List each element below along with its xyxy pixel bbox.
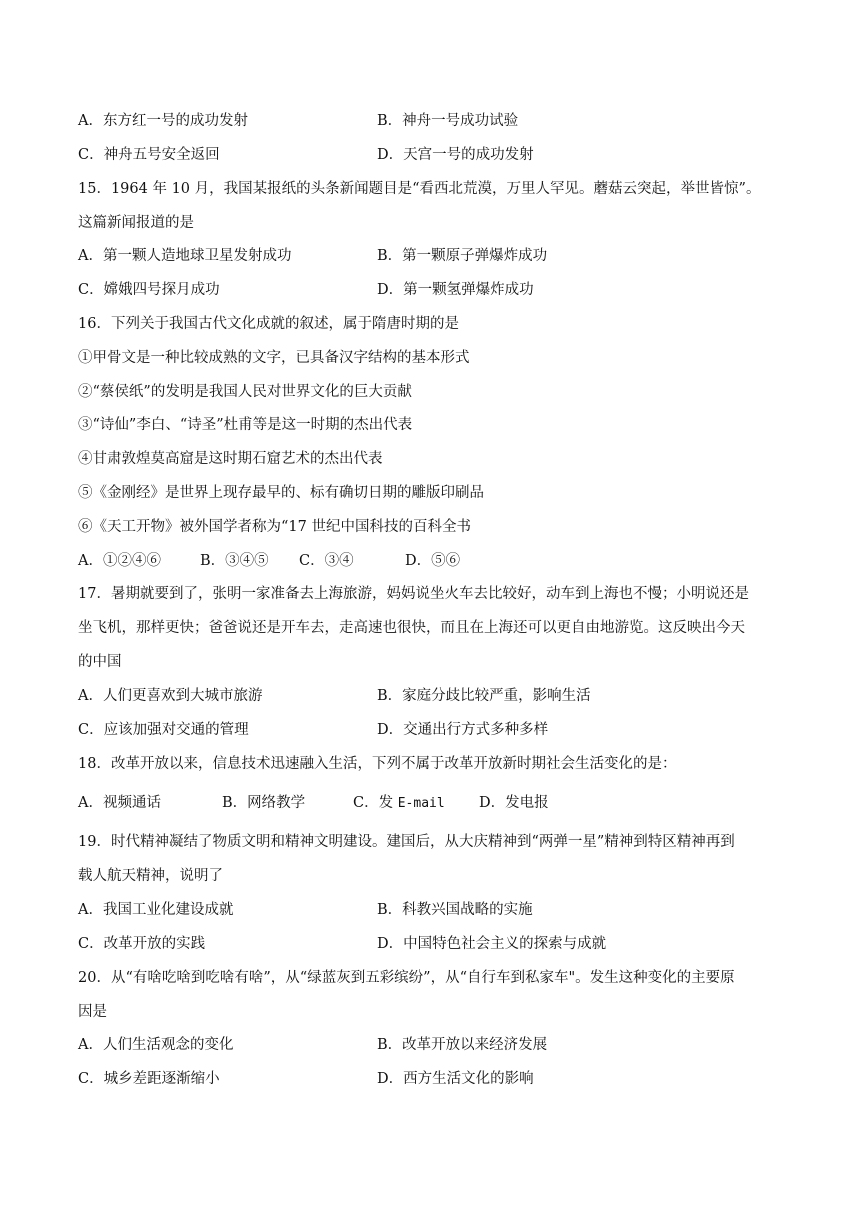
q14-option-d: D．天宫一号的成功发射 [377,147,534,163]
q19-option-c: C．改革开放的实践 [78,936,206,952]
q16-item-6: ⑥《天工开物》被外国学者称为“17 世纪中国科技的百科全书 [78,519,471,535]
q16-option-d: D．⑤⑥ [405,553,461,569]
q17-stem-line1: 17．暑期就要到了，张明一家准备去上海旅游，妈妈说坐火车去比较好，动车到上海也不慢；小明说还是 [78,586,749,602]
q16-item-2: ②“蔡侯纸”的发明是我国人民对世界文化的巨大贡献 [78,384,412,400]
q19-option-b: B．科教兴国战略的实施 [377,902,533,918]
q14-option-a: A．东方红一号的成功发射 [78,113,248,129]
q17-option-b: B．家庭分歧比较严重，影响生活 [377,688,591,704]
q16-item-4: ④甘肃敦煌莫高窟是这时期石窟艺术的杰出代表 [78,451,383,467]
q17-stem-line2: 坐飞机，那样更快；爸爸说还是开车去，走高速也很快，而且在上海还可以更自由地游览。这反映出今天 [78,620,745,636]
q16-option-c: C．③④ [299,553,354,569]
q15-stem-line2: 这篇新闻报道的是 [78,215,194,231]
q15-option-d: D．第一颗氢弹爆炸成功 [377,282,534,298]
q15-option-c: C．嫦娥四号探月成功 [78,282,220,298]
q16-option-a: A．①②④⑥ [78,553,161,569]
q16-item-5: ⑤《金刚经》是世界上现存最早的、标有确切日期的雕版印刷品 [78,485,484,501]
q18-option-c [353,793,445,814]
q15-stem-line1: 15．1964 年 10 月，我国某报纸的头条新闻题目是“看西北荒漠，万里人罕见。蘑菇云突起，举世皆惊”。 [78,181,761,197]
q19-stem-line1: 19．时代精神凝结了物质文明和精神文明建设。建国后，从大庆精神到“两弹一星”精神到特区精神再到 [78,834,735,850]
q19-option-d: D．中国特色社会主义的探索与成就 [377,936,607,952]
q17-option-d: D．交通出行方式多种多样 [377,722,549,738]
q20-option-a: A．人们生活观念的变化 [78,1037,234,1053]
q20-option-d: D．西方生活文化的影响 [377,1071,534,1087]
q19-option-a: A．我国工业化建设成就 [78,902,234,918]
q20-stem-line2: 因是 [78,1004,107,1020]
q19-stem-line2: 载人航天精神，说明了 [78,868,223,884]
q16-item-3: ③“诗仙”李白、“诗圣”杜甫等是这一时期的杰出代表 [78,417,413,433]
q17-option-a: A．人们更喜欢到大城市旅游 [78,688,263,704]
q20-stem-line1: 20．从“有啥吃啥到吃啥有啥”，从“绿蓝灰到五彩缤纷”，从“自行车到私家车"。发生这种变化的主要原 [78,970,735,986]
q20-option-b: B．改革开放以来经济发展 [377,1037,548,1053]
q14-option-b: B．神舟一号成功试验 [377,113,519,129]
q16-option-b: B．③④⑤ [200,553,269,569]
q17-stem-line3: 的中国 [78,654,122,670]
q18-option-a: A．视频通话 [78,795,161,811]
q15-option-b: B．第一颗原子弹爆炸成功 [377,248,548,264]
q18-option-d: D．发电报 [479,795,549,811]
q14-option-c: C．神舟五号安全返回 [78,147,220,163]
q18-option-b: B．网络教学 [222,795,306,811]
q16-stem: 16．下列关于我国古代文化成就的叙述，属于隋唐时期的是 [78,316,459,332]
q15-option-a: A．第一颗人造地球卫星发射成功 [78,248,292,264]
q16-item-1: ①甲骨文是一种比较成熟的文字，已具备汉字结构的基本形式 [78,350,470,366]
q18-option-c-email: E-mail [397,796,445,811]
q20-option-c: C．城乡差距逐渐缩小 [78,1071,220,1087]
q18-option-c-prefix: C．发 [353,795,398,811]
q18-stem: 18．改革开放以来，信息技术迅速融入生活，下列不属于改革开放新时期社会生活变化的是： [78,756,677,772]
q17-option-c: C．应该加强对交通的管理 [78,722,249,738]
